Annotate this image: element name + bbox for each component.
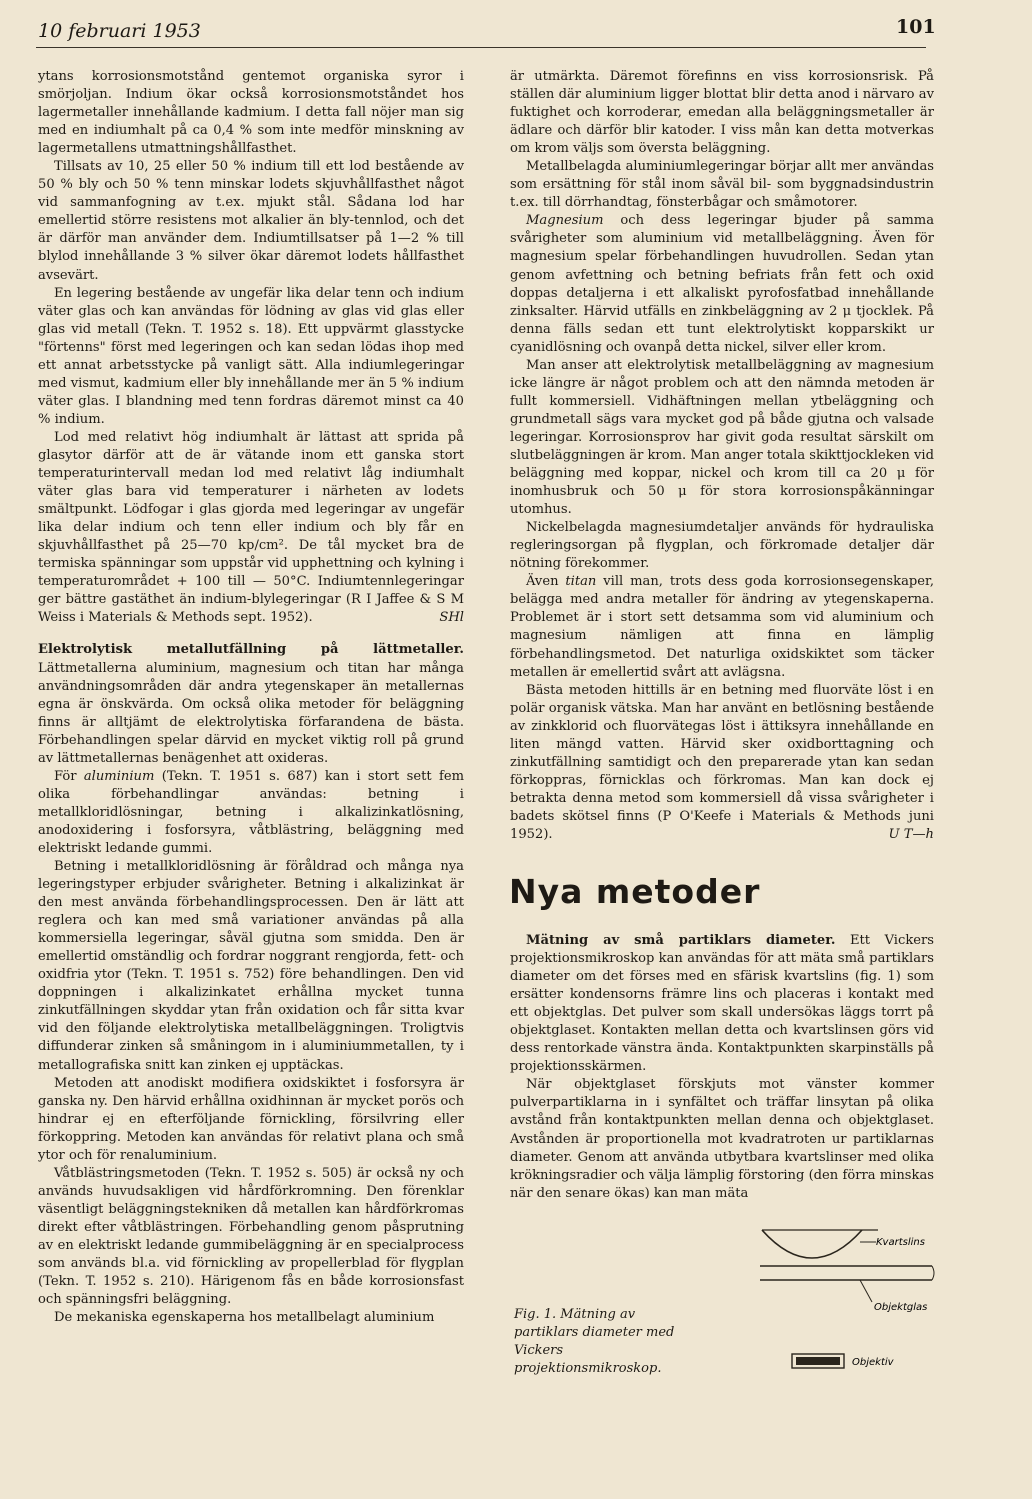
author-signature: SHl bbox=[439, 610, 464, 626]
objective-fill bbox=[796, 1357, 840, 1365]
glass-label: Objektglas bbox=[874, 1302, 928, 1313]
quartz-lens-curve bbox=[762, 1230, 862, 1258]
paragraph bbox=[510, 932, 934, 1076]
emphasis: aluminium bbox=[83, 768, 155, 784]
paragraph-text: För bbox=[54, 768, 84, 784]
left-column bbox=[38, 68, 464, 1327]
header-rule bbox=[36, 47, 926, 48]
paragraph bbox=[38, 768, 464, 858]
new-methods-column bbox=[510, 932, 934, 1203]
paragraph bbox=[510, 682, 934, 844]
paragraph-text: och dess legeringar bjuder på samma svårigheter som aluminium vid metallbeläggning. Även för magnesium spelar förbehandlingen huvudrollen. Sedan ytan genom avfettning och betning befriats från fett och oxid doppas detaljerna i ett alkaliskt pyrofosfatbad innehållande zinksalter. Härvid utfälls en zinkbeläggning av 2 μ tjocklek. På denna fälls sedan ett tunt elektrolytiskt kopparskikt ur cyanidlösning och ovanpå detta nickel, silver eller krom. bbox=[510, 213, 934, 355]
paragraph: De mekaniska egenskaperna hos metallbelagt aluminium bbox=[54, 1310, 435, 1326]
page-number: 101 bbox=[896, 16, 936, 38]
paragraph: Metoden att anodiskt modifiera oxidskiktet i fosforsyra är ganska ny. Den härvid erhållna oxidhinnan är mycket porös och hindrar ej en efterföljande förnickling, försilvring eller förkoppring. Metoden kan användas för relativt plana och små ytor och för renaluminium. bbox=[38, 1075, 464, 1163]
article-title: Mätning av små partiklars diameter. bbox=[526, 933, 836, 948]
lens-diagram bbox=[760, 1218, 980, 1388]
glass-label-leader bbox=[860, 1280, 872, 1302]
paragraph-text: Lod med relativt hög indiumhalt är lättast att sprida på glasytor därför att de är vätande inom ett ganska stort temperaturintervall medan lod med relativt låg indiumhalt väter glas bara vid temperaturer i närheten av lodets smältpunkt. Lödfogar i glas gjorda med legeringar av ungefär lika delar indium och tenn eller indium och bly får en skjuvhållfasthet på 25—70 kp/cm². De tål mycket bra de termiska spänningar som uppstår vid upphettning och kylning i temperaturområdet + 100 till — 50°C. Indiumtennlegeringar ger bättre gastäthet än indium-blylegeringar (R I Jaffee & S M Weiss i Materials & Methods sept. 1952). bbox=[38, 429, 464, 626]
right-column bbox=[510, 68, 934, 844]
section-heading: Nya metoder bbox=[509, 872, 761, 911]
header-date: 10 februari 1953 bbox=[38, 20, 201, 42]
paragraph: Betning i metallkloridlösning är föråldrad och många nya legeringstyper erbjuder svårigheter. Betning i alkalizinkat är den mest använda förbehandlingsprocessen. Den är lätt att reglera och kan med små variationer användas på alla kommersiella legeringar, såväl gjutna som smidda. Den är emellertid omständlig och fordrar noggrant rengjorda, fett- och oxidfria ytor (Tekn. T. 1951 s. 752) före behandlingen. Den vid doppningen i alkalizinkatet erhållna mycket tunna zinkutfällningen skyddar ytan från oxidation och får sitta kvar vid den följande elektrolytiska metallbeläggningen. Troligtvis diffunderar zinken så småningom in i aluminiummetallen, ty i metallografiska snitt kan zinken ej upptäckas. bbox=[38, 859, 464, 1073]
paragraph-text: Lättmetallerna aluminium, magnesium och titan har många användningsområden där andra ytegenskaper än metallernas egna är önskvärda. Om också olika metoder för beläggning finns är alltjämt de elektrolytiska förfarandena de bästa. Förbehandlingen spelar därvid en mycket viktig roll på grund av lättmetallernas benägenhet att oxideras. bbox=[38, 660, 464, 766]
paragraph: Nickelbelagda magnesiumdetaljer används för hydrauliska regleringsorgan på flygplan, och förkromade detaljer där nötning förekommer. bbox=[510, 520, 934, 572]
article-paragraph bbox=[38, 641, 464, 767]
emphasis: titan bbox=[565, 574, 597, 590]
paragraph: Tillsats av 10, 25 eller 50 % indium till ett lod bestående av 50 % bly och 50 % tenn minskar lodets skjuvhållfasthet något vid sammanfogning av t.ex. mjukt stål. Sådana lod har emellertid större resistens mot alkalier än bly-tennlod, och det är därför man använder dem. Indiumtillsatser på 1—2 % till blylod innehållande 3 % silver ökar däremot lodets hållfasthet avsevärt. bbox=[38, 159, 464, 283]
paragraph bbox=[510, 212, 934, 356]
article-title: Elektrolytisk metallutfällning på lättmetaller. bbox=[38, 642, 464, 658]
paragraph: När objektglaset förskjuts mot vänster kommer pulverpartiklarna in i synfältet och träffar linsytan på olika avstånd från kontaktpunkten mellan denna och objektglaset. Avstånden är proportionella mot kvadratroten ur partiklarnas diameter. Genom att använda utbytbara kvartslinser med olika krökningsradier och välja lämplig förstoring (den förra minskas när den senare ökas) kan man mäta bbox=[510, 1077, 934, 1201]
paragraph: Våtblästringsmetoden (Tekn. T. 1952 s. 505) är också ny och används huvudsakligen vid hårdförkromning. Den förenklar väsentligt beläggningstekniken då metallen kan hårdförkromas direkt efter våtblästringen. Förbehandling genom påsprutning av en elektriskt ledande gummibeläggning är en specialprocess som används bl.a. vid förnickling av propellerblad för flygplan (Tekn. T. 1952 s. 210). Härigenom fås en både korrosionsfast och spänningsfri beläggning. bbox=[38, 1165, 464, 1308]
paragraph: En legering bestående av ungefär lika delar tenn och indium väter glas och kan användas för lödning av glas vid glas eller glas vid metall (Tekn. T. 1952 s. 18). Ett uppvärmt glasstycke "förtenns" först med legeringen och kan sedan lödas ihop med ett annat arbetsstycke på vanligt sätt. Alla indiumlegeringar med vismut, kadmium eller bly innehållande mer än 5 % indium väter glas. I blandning med tenn fordras däremot minst ca 40 % indium. bbox=[38, 285, 464, 427]
objective-label: Objektiv bbox=[852, 1357, 894, 1368]
paragraph: Metallbelagda aluminiumlegeringar börjar allt mer användas som ersättning för stål inom såväl bil- som byggnadsindustrin t.ex. till dörrhandtag, fönsterbågar och småmotorer. bbox=[510, 159, 934, 211]
paragraph bbox=[38, 429, 464, 628]
paragraph-text: (Tekn. T. 1951 s. 687) kan i stort sett fem olika förbehandlingar användas: betning i metallkloridlösningar, betning i alkalizinkatlösning, anodoxidering i fosforsyra, våtblästring, beläggning med elektriskt ledande gummi. bbox=[38, 768, 464, 856]
slide-right-edge bbox=[932, 1266, 934, 1280]
paragraph-text: Bästa metoden hittills är en betning med fluorväte löst i en polär organisk vätska. Man har använt en betlösning bestående av zinkklorid och fluorvätegas löst i ättiksyra innehållande en liten mängd vatten. Härvid sker oxidborttagning och zinkutfällning samtidigt och den preparerade ytan kan sedan förkoppras, förnicklas och förkromas. Man kan dock ej betrakta denna metod som kommersiell då vissa svårigheter i badets skötsel finns (P O'Keefe i Materials & Methods juni 1952). bbox=[510, 682, 934, 842]
author-signature: U T—h bbox=[888, 826, 934, 842]
figure-caption: Fig. 1. Mätning av partiklars diameter med Vickers projektionsmikroskop. bbox=[514, 1307, 675, 1376]
paragraph-text: vill man, trots dess goda korrosionsegenskaper, belägga med andra metaller för ändring av ytegenskaperna. Problemet är i stort sett detsamma som vid aluminium och magnesium nämligen att finna en lämplig förbehandlingsmetod. Det naturliga oxidskiktet som täcker metallen är emellertid svårt att avlägsna. bbox=[510, 574, 934, 680]
lens-label: Kvartslins bbox=[876, 1237, 925, 1248]
paragraph-text: Även bbox=[526, 574, 566, 590]
emphasis: Magnesium bbox=[526, 213, 604, 229]
paragraph-text: Ett Vickers projektionsmikroskop kan användas för att mäta små partiklars diameter om det förses med en sfärisk kvartslins (fig. 1) som ersätter kondensorns främre lins och placeras i kontakt med ett objektglas. Det pulver som skall undersökas läggs torrt på objektglaset. Kontakten mellan detta och kvartslinsen görs vid dess rentorkade vänstra ända. Kontaktpunkten skarpinställs på projektionsskärmen. bbox=[510, 933, 934, 1075]
paragraph bbox=[510, 573, 934, 681]
paragraph: Man anser att elektrolytisk metallbeläggning av magnesium icke längre är något problem och att den nämnda metoden är fullt kommersiell. Vidhäftningen mellan ytbeläggning och grundmetall sägs vara mycket god på både gjutna och valsade legeringar. Korrosionsprov har givit goda resultat särskilt om slutbeläggningen är krom. Man anger totala skikttjockleken vid beläggning med koppar, nickel och krom till ca 20 μ för inomhusbruk och 50 μ för stora korrosionspåkänningar utomhus. bbox=[510, 357, 934, 518]
paragraph: ytans korrosionsmotstånd gentemot organiska syror i smörjoljan. Indium ökar också korrosionsmotståndet hos lagermetaller innehållande kadmium. I detta fall nöjer man sig med en indiumhalt på ca 0,4 % som inte medför minskning av lagermetallens utmattningshållfasthet. bbox=[38, 69, 464, 157]
paragraph: är utmärkta. Däremot förefinns en viss korrosionsrisk. På ställen där aluminium ligger blottat blir detta anod i närvaro av fuktighet och korroderar, emedan alla beläggningsmetaller är ädlare och därför blir katoder. I viss mån kan detta motverkas om krom väljs som översta beläggning. bbox=[510, 69, 934, 157]
